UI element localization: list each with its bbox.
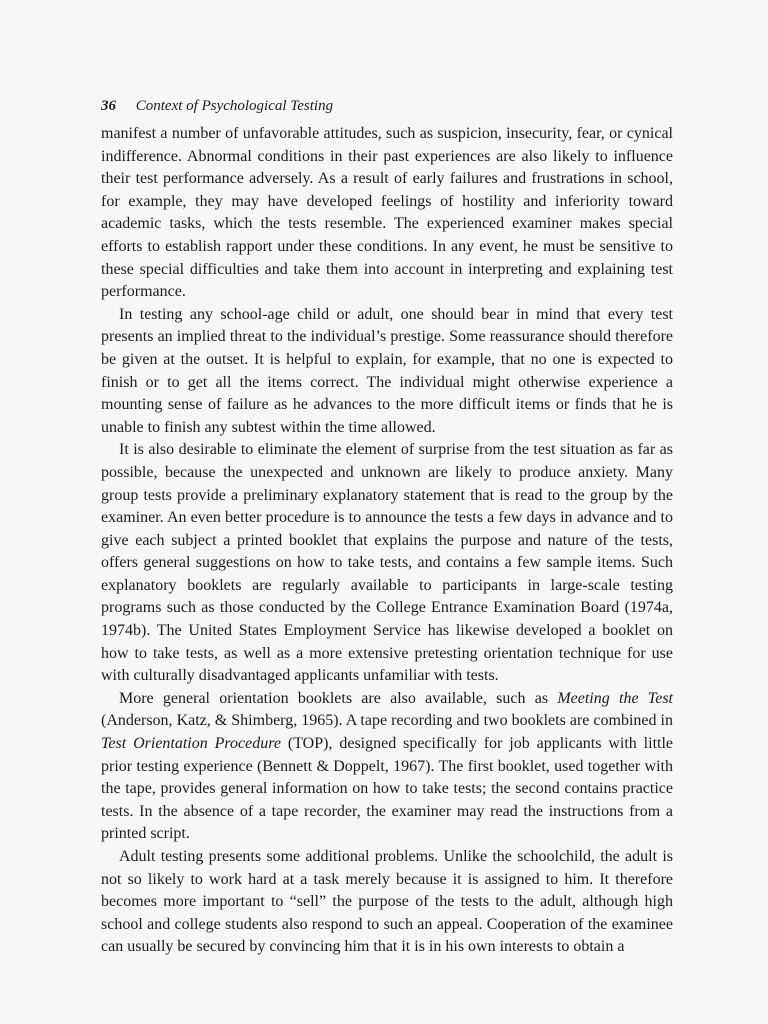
text-run: (Anderson, Katz, & Shimberg, 1965). A tape recording and two booklets are combined in (101, 712, 673, 730)
text-run: More general orientation booklets are also available, such as (119, 689, 558, 707)
paragraph (101, 123, 673, 304)
running-title: Context of Psychological Testing (135, 98, 334, 114)
paragraph (101, 846, 673, 959)
text-run: manifest a number of unfavorable attitudes, such as suspicion, insecurity, fear, or cynical indifference. Abnormal conditions in their past experiences are also likely to influence their test performance adversely. As a result of early failures and frustrations in school, for example, they may have developed feelings of hostility and inferiority toward academic tasks, which the tests resemble. The experienced examiner makes special efforts to establish rapport under these conditions. In any event, he must be sensitive to these special difficulties and take them into account in interpreting and explaining test performance. (101, 125, 673, 301)
body-text (101, 123, 673, 959)
page-number: 36 (101, 98, 116, 114)
book-title-meeting-the-test: Meeting the Test (557, 689, 674, 707)
text-run: Adult testing presents some additional problems. Unlike the schoolchild, the adult is not so likely to work hard at a task merely because it is assigned to him. It therefore becomes more important to “sell” the purpose of the tests to the adult, although high school and college students also respond to such an appeal. Cooperation of the examinee can usually be secured by convincing him that it is in his own interests to obtain a (101, 848, 673, 956)
paragraph (101, 439, 673, 688)
text-run: In testing any school-age child or adult, one should bear in mind that every test presents an implied threat to the individual’s prestige. Some reassurance should therefore be given at the outset. It is helpful to explain, for example, that no one is expected to finish or to get all the items correct. The individual might otherwise experience a mounting sense of failure as he advances to the more difficult items or finds that he is unable to finish any subtest within the time allowed. (101, 305, 673, 436)
text-run: It is also desirable to eliminate the element of surprise from the test situation as far as possible, because the unexpected and unknown are likely to produce anxiety. Many group tests provide a preliminary explanatory statement that is read to the group by the examiner. An even better procedure is to announce the tests a few days in advance and to give each subject a printed booklet that explains the purpose and nature of the tests, offers general suggestions on how to take tests, and contains a few sample items. Such explanatory booklets are regularly available to participants in large-scale testing programs such as those conducted by the College Entrance Examination Board (1974a, 1974b). The United States Employment Service has likewise developed a booklet on how to take tests, as well as a more extensive pretesting orientation technique for use with culturally disadvantaged applicants unfamiliar with tests. (101, 441, 673, 685)
text-run: (TOP), designed specifically for job applicants with little prior testing experience (Bennett & Doppelt, 1967). The first booklet, used together with the tape, provides general information on how to take tests; the second contains practice tests. In the absence of a tape recorder, the examiner may read the instructions from a printed script. (101, 735, 673, 843)
page-header (101, 98, 333, 115)
paragraph (101, 688, 673, 846)
paragraph (101, 304, 673, 440)
book-title-test-orientation-procedure: Test Orientation Procedure (101, 735, 281, 753)
